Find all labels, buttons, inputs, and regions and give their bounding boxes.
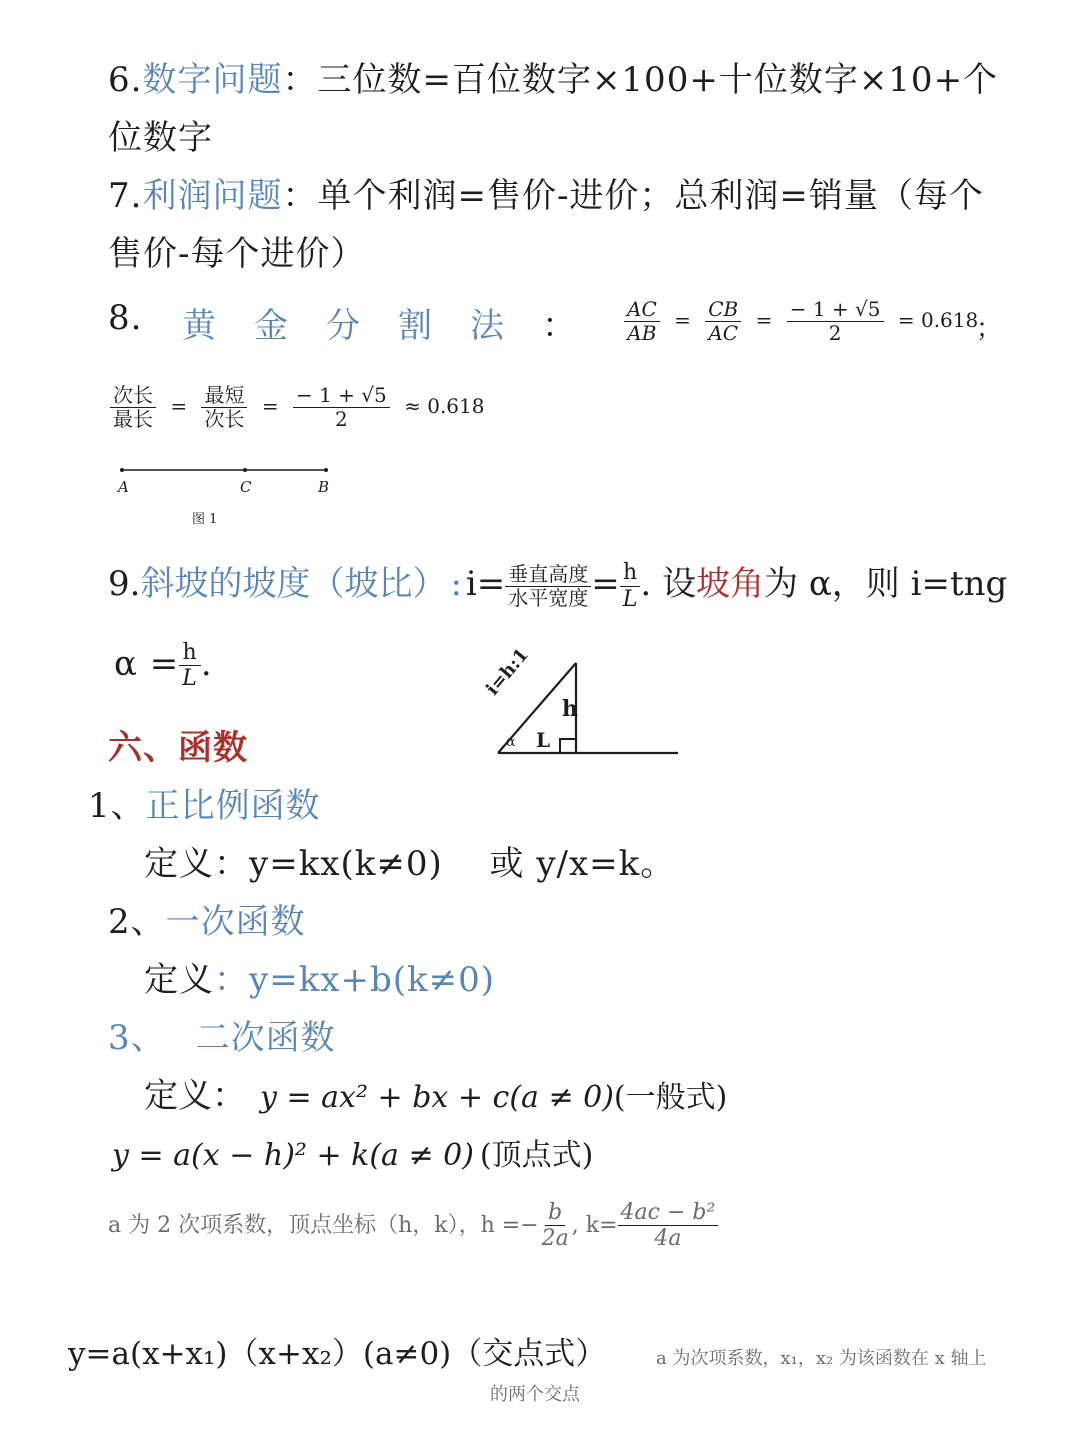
vertex-note: a 为 2 次项系数，顶点坐标（h，k），h =− $\frac{b}{2a}$ , k= $\frac{\text{4ac − b²}}{4a}$ — [108, 1200, 718, 1252]
figure-caption: 图 1 — [192, 512, 218, 527]
func-1-definition: 定义：y=kx(k≠0) 或 y/x=k。 — [144, 844, 676, 884]
point-c-label: C — [240, 478, 252, 496]
func-1-heading: 1、正比例函数 — [88, 786, 321, 826]
item-6-line1: 6.数字问题：三位数=百位数字×100+十位数字×10+个 — [108, 60, 999, 100]
right-angle-mark — [560, 739, 576, 753]
item-6-line2: 位数字 — [108, 118, 213, 158]
fraction-golden: $\frac{- 1 + √5}{2}$ — [787, 298, 884, 345]
fraction-h-formula: $\frac{b}{2a}$ — [541, 1200, 569, 1252]
item-7-line1: 7.利润问题：单个利润=售价-进价；总利润=销量（每个 — [108, 176, 984, 216]
func-3-general-form: 定义： y = ax² + bx + c(a ≠ 0)(一般式) — [144, 1076, 728, 1116]
func-2-definition: 定义：y=kx+b(k≠0) — [144, 960, 495, 1000]
fraction-golden-2: $\frac{- 1 + √5}{2}$ — [293, 384, 390, 431]
func-3-vertex-form: y = a(x − h)² + k(a ≠ 0) (顶点式) — [112, 1138, 594, 1173]
intercept-note-line2: 的两个交点 — [490, 1384, 580, 1405]
item-8-title: 黄 金 分 割 法 ： — [182, 306, 576, 346]
fraction-zuiduan-ci: $\frac{\text{最短}}{\text{次长}}$ — [201, 384, 247, 431]
fraction-ac-ab: $\frac{AC}{AB}$ — [624, 298, 660, 345]
triangle-l-label: L — [536, 728, 551, 752]
fraction-h-l-2: $\frac{h}{L}$ — [179, 640, 201, 692]
func-3-heading: 3、 二次函数 — [108, 1018, 336, 1058]
slope-angle-word: 坡角 — [696, 564, 765, 604]
golden-ratio-words: $\frac{\text{次长}}{\text{最长}}$ = $\frac{\text{最短}}{\text{次长}}$ = $\frac{- 1 + √5}{2}$ ≈ 0.618 — [110, 384, 484, 431]
item-9-title: 斜坡的坡度（坡比） — [140, 564, 447, 604]
triangle-alpha-label: α — [506, 734, 516, 750]
func-3-intercept-form: y=a(x+x₁)（x+x₂）(a≠0)（交点式） — [68, 1336, 607, 1372]
item-7-line2: 售价-每个进价） — [108, 234, 366, 274]
fraction-cb-ac: $\frac{CB}{AC}$ — [705, 298, 741, 345]
point-b-label: B — [318, 478, 330, 496]
item-8-semicolon: ； — [976, 314, 1003, 344]
fraction-slope-words: $\frac{\text{垂直高度}}{\text{水平宽度}}$ — [505, 563, 591, 610]
intercept-note-line1: a 为次项系数，x₁，x₂ 为该函数在 x 轴上 — [656, 1348, 987, 1369]
triangle-h-label: h — [562, 696, 578, 722]
fraction-k-formula: $\frac{\text{4ac − b²}}{4a}$ — [618, 1200, 719, 1252]
golden-ratio-formula: $\frac{AC}{AB}$ = $\frac{CB}{AC}$ = $\frac{- 1 + √5}{2}$ = 0.618 — [624, 298, 978, 345]
point-a-label: A — [118, 478, 129, 496]
section-functions-heading: 六、函数 — [108, 728, 248, 768]
item-6-title: 数字问题 — [142, 60, 283, 100]
point-a-dot — [120, 468, 124, 472]
point-b-dot — [324, 468, 328, 472]
item-9-line2: α = $\frac{h}{L}$ . — [114, 640, 213, 692]
func-2-heading: 2、一次函数 — [108, 902, 306, 942]
item-9-line1: 9.斜坡的坡度（坡比） : i= $\frac{\text{垂直高度}}{\text{水平宽度}}$ = $\frac{h}{L}$ . 设坡角为 α，则 i=tng — [108, 560, 1008, 612]
triangle-slope-label: i=h:1 — [482, 644, 533, 700]
fraction-ci-zui: $\frac{\text{次长}}{\text{最长}}$ — [110, 384, 156, 431]
point-c-dot — [243, 468, 247, 472]
fraction-h-l: $\frac{h}{L}$ — [620, 560, 641, 612]
item-8-num: 8. — [108, 298, 143, 338]
golden-section-figure — [110, 458, 350, 528]
item-7-title: 利润问题 — [142, 176, 283, 216]
